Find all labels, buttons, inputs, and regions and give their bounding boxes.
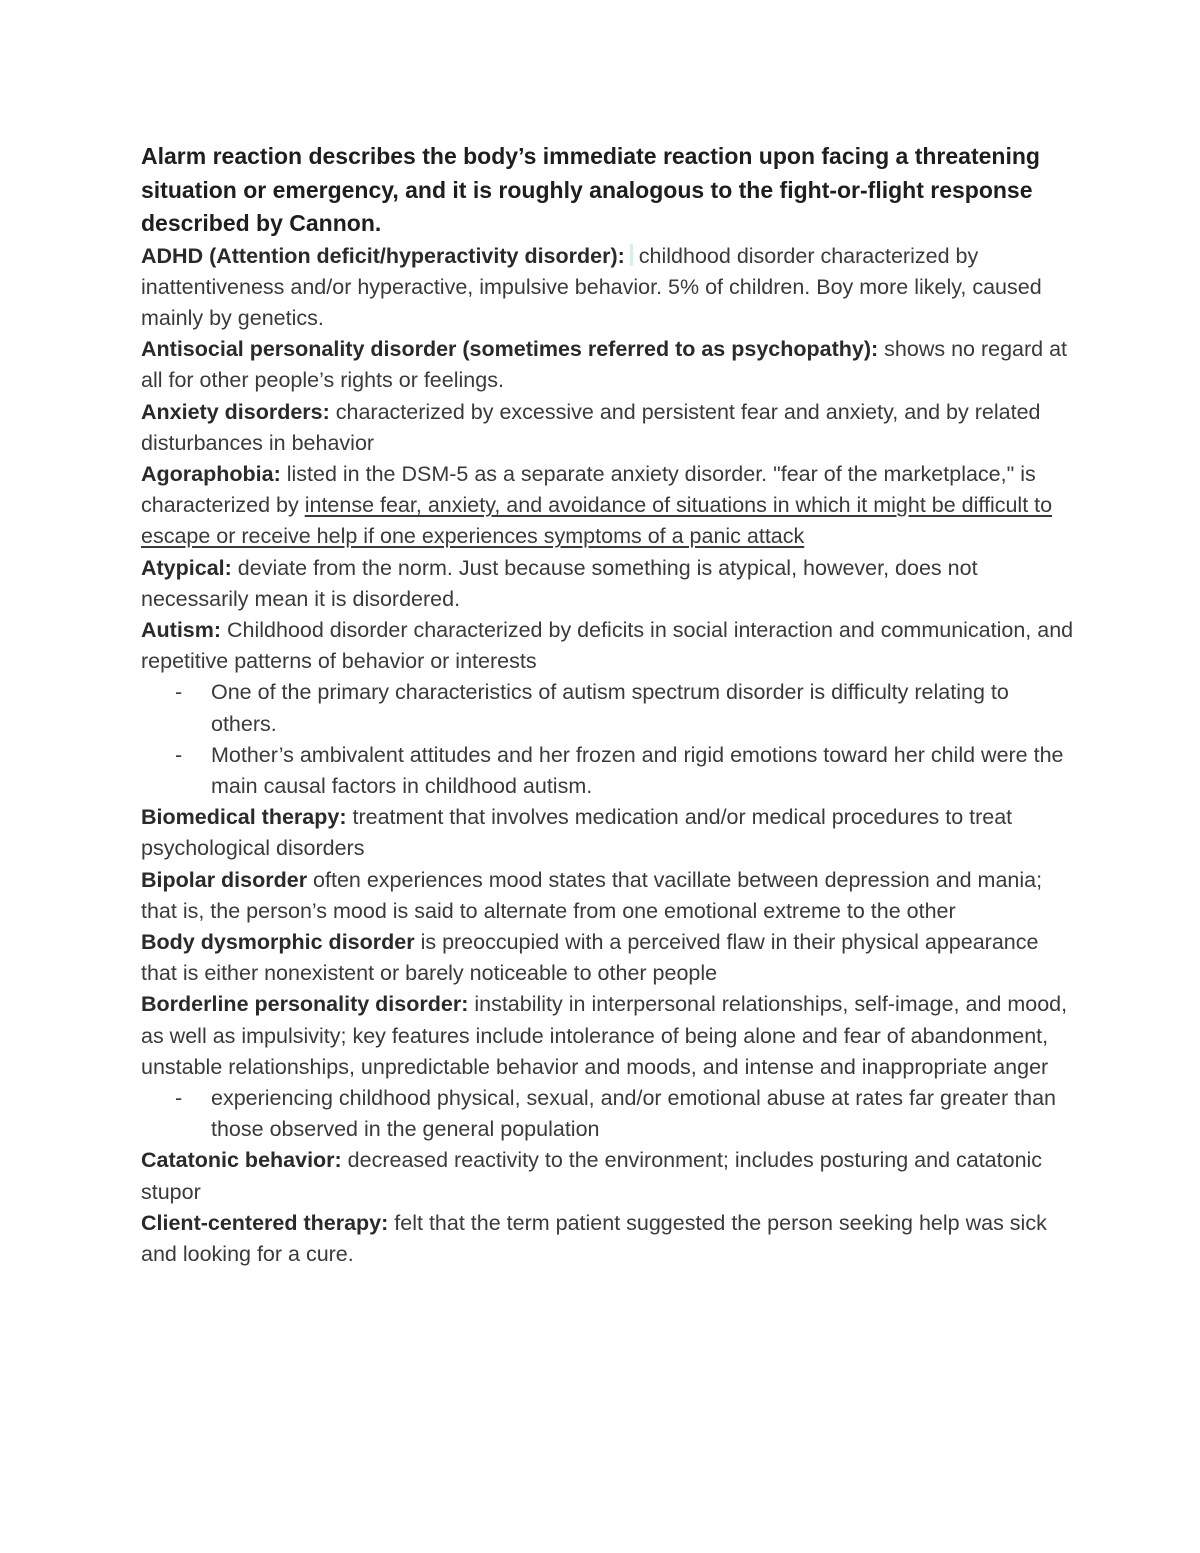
cursor-highlight-marker	[630, 244, 633, 266]
list-item	[141, 677, 1076, 739]
glossary-entry-client-centered	[141, 1208, 1076, 1270]
entry-term: Borderline personality disorder:	[141, 992, 469, 1017]
glossary-entry-biomedical-therapy	[141, 802, 1076, 864]
glossary-entry-autism	[141, 615, 1076, 677]
glossary-entry-catatonic	[141, 1145, 1076, 1207]
entry-definition: deviate from the norm. Just because something is atypical, however, does not necessarily mean it is disordered.	[141, 555, 978, 611]
entry-term: Atypical:	[141, 555, 232, 580]
glossary-entry-anxiety	[141, 397, 1076, 459]
glossary-entry-atypical	[141, 553, 1076, 615]
entry-definition: decreased reactivity to the environment; includes posturing and catatonic stupor	[141, 1148, 1043, 1204]
bullet-dash: -	[175, 742, 183, 767]
glossary-entries	[141, 241, 1076, 1271]
entry-definition: often experiences mood states that vacillate between depression and mania; that is, the person’s mood is said to alternate from one emotional extreme to the other	[141, 867, 1043, 923]
bullet-text: One of the primary characteristics of autism spectrum disorder is difficulty relating to others.	[211, 680, 1009, 736]
autism-bullet-list	[141, 677, 1076, 802]
glossary-entry-antisocial	[141, 334, 1076, 396]
entry-definition: felt that the term patient suggested the person seeking help was sick and looking for a cure.	[141, 1210, 1047, 1266]
glossary-entry-borderline	[141, 989, 1076, 1083]
entry-term: Bipolar disorder	[141, 867, 308, 892]
entry-definition: Childhood disorder characterized by deficits in social interaction and communication, and repetitive patterns of behavior or interests	[141, 617, 1074, 674]
entry-term: Agoraphobia:	[141, 461, 281, 486]
intro-text: describes the body’s immediate reaction upon facing a threatening situation or emergency, and it is roughly analogous to the fight-or-flight response described by Cannon.	[141, 143, 1040, 236]
entry-term: Client-centered therapy:	[141, 1210, 389, 1235]
entry-term: Autism:	[141, 617, 222, 642]
entry-definition: characterized by excessive and persistent fear and anxiety, and by related disturbances in behavior	[141, 399, 1041, 455]
glossary-entry-adhd	[141, 241, 1076, 335]
entry-definition-underlined: intense fear, anxiety, and avoidance of situations in which it might be difficult to escape or receive help if one experiences symptoms of a panic attack	[141, 493, 1053, 549]
bullet-dash: -	[175, 1085, 183, 1110]
intro-term: Alarm reaction	[141, 143, 303, 169]
entry-term: ADHD (Attention deficit/hyperactivity disorder):	[141, 243, 625, 268]
entry-definition-text: listed in the DSM-5 as a separate anxiety disorder. "fear of the marketplace," is characterized by	[141, 461, 1036, 518]
bullet-text: Mother’s ambivalent attitudes and her frozen and rigid emotions toward her child were the main causal factors in childhood autism.	[211, 742, 1064, 798]
entry-term: Anxiety disorders:	[141, 399, 330, 424]
entry-definition: is preoccupied with a perceived flaw in their physical appearance that is either nonexistent or barely noticeable to other people	[141, 929, 1039, 986]
glossary-entry-body-dysmorphic	[141, 927, 1076, 989]
entry-definition: instability in interpersonal relationships, self-image, and mood, as well as impulsivity; key features include intolerance of being alone and fear of abandonment, unstable relationships, unpredictable behavior and moods, and intense and inappropriate anger	[141, 992, 1068, 1079]
borderline-bullet-list	[141, 1083, 1076, 1145]
entry-definition: treatment that involves medication and/or medical procedures to treat psychological disorders	[141, 805, 1013, 861]
glossary-entry-bipolar	[141, 865, 1076, 927]
entry-term: Antisocial personality disorder (sometimes referred to as psychopathy):	[141, 337, 879, 362]
entry-definition: shows no regard at all for other people’s rights or feelings.	[141, 337, 1068, 393]
entry-definition: childhood disorder characterized by inattentiveness and/or hyperactive, impulsive behavior. 5% of children. Boy more likely, caused mainly by genetics.	[141, 243, 1042, 330]
intro-paragraph	[141, 140, 1076, 241]
bullet-text: experiencing childhood physical, sexual, and/or emotional abuse at rates far greater than those observed in the general population	[211, 1085, 1056, 1142]
document-page	[141, 140, 1076, 1270]
glossary-entry-agoraphobia	[141, 459, 1076, 553]
list-item	[141, 740, 1076, 802]
entry-term: Catatonic behavior:	[141, 1148, 342, 1173]
bullet-dash: -	[175, 680, 183, 705]
entry-term: Biomedical therapy:	[141, 805, 347, 830]
list-item	[141, 1083, 1076, 1145]
entry-term: Body dysmorphic disorder	[141, 929, 415, 954]
